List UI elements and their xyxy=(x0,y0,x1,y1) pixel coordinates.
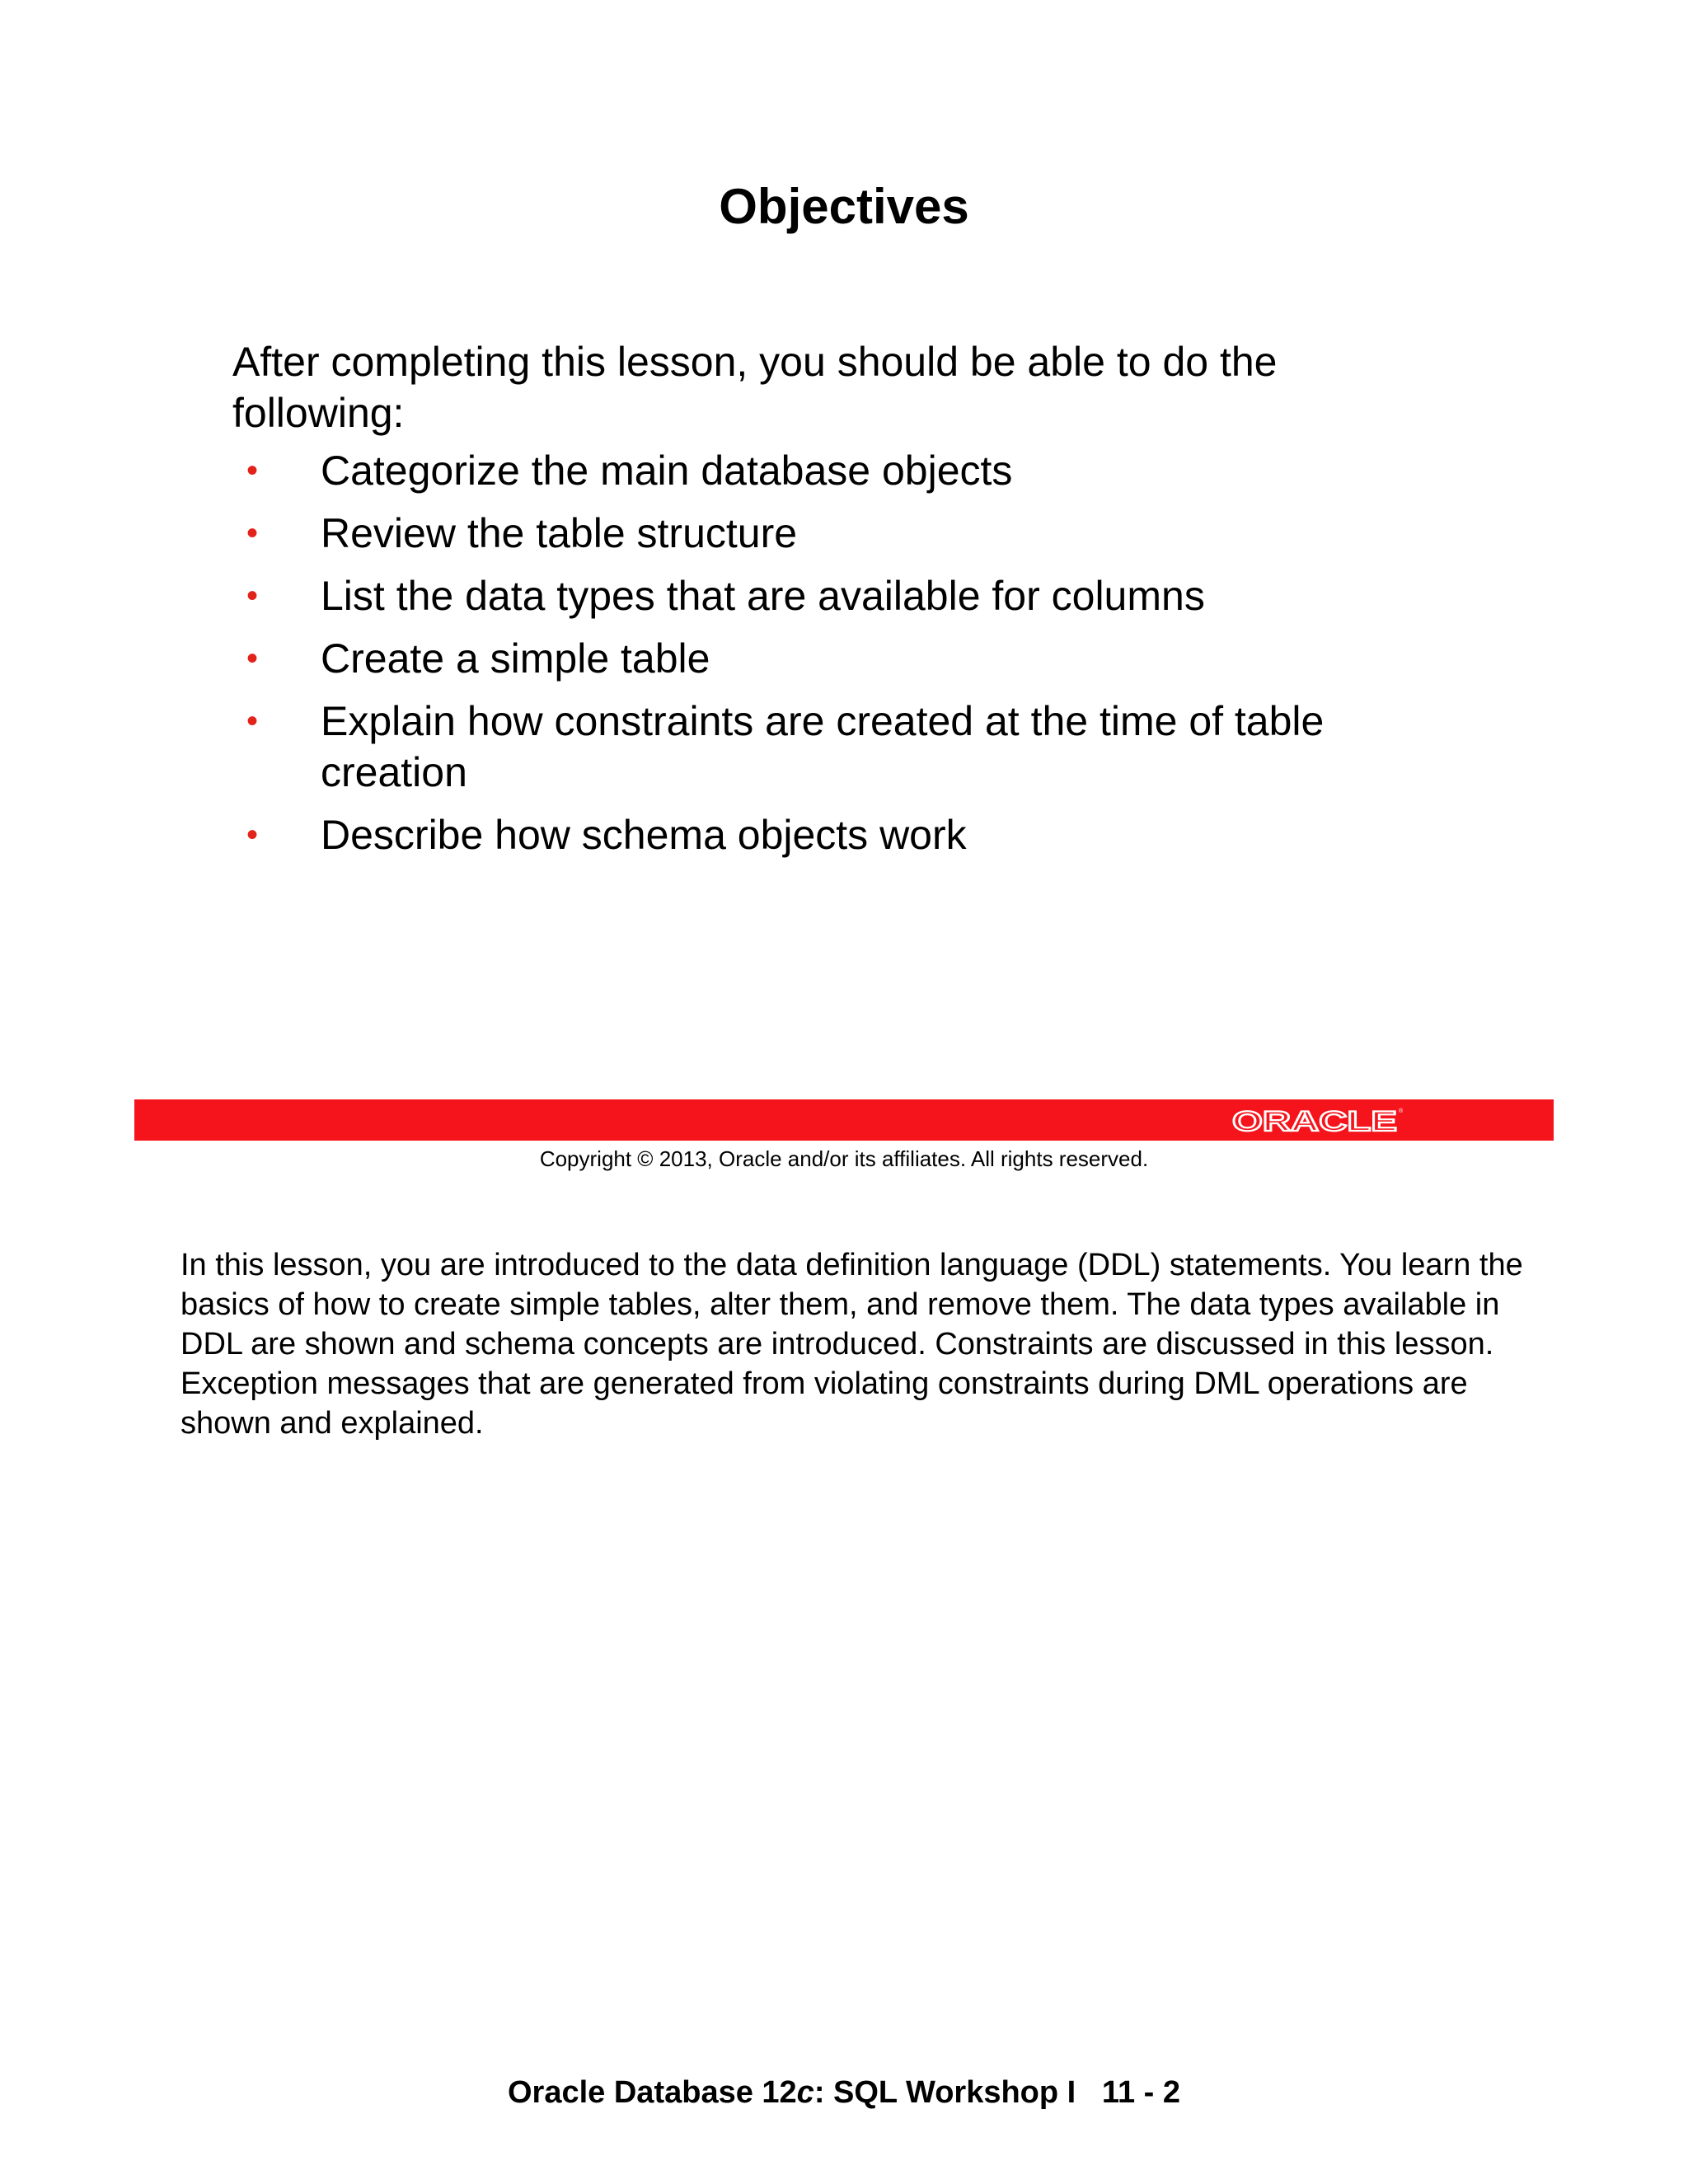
list-item xyxy=(232,445,1469,496)
bullet-icon: • xyxy=(246,578,259,614)
list-item-text: Create a simple table xyxy=(321,635,710,682)
oracle-logo xyxy=(1232,1106,1407,1134)
list-item-text: Explain how constraints are created at the time of table creation xyxy=(321,698,1325,795)
list-item xyxy=(232,508,1469,559)
bullet-icon: • xyxy=(246,640,259,677)
bullet-icon: • xyxy=(246,452,259,489)
page-footer xyxy=(0,2073,1688,2112)
list-item xyxy=(232,570,1469,621)
footer-page-number: 11 - 2 xyxy=(1101,2075,1180,2110)
list-item-text: Categorize the main database objects xyxy=(321,448,1013,494)
bullet-icon: • xyxy=(246,817,259,853)
list-item-text: List the data types that are available for columns xyxy=(321,573,1205,619)
intro-text: After completing this lesson, you should be able to do the following: xyxy=(232,339,1278,436)
svg-text:®: ® xyxy=(1399,1108,1404,1114)
list-item xyxy=(232,633,1469,684)
footer-course-title: Oracle Database 12c: SQL Workshop I xyxy=(508,2075,1076,2110)
bullet-icon: • xyxy=(246,515,259,551)
objectives-list xyxy=(232,445,1469,872)
list-item xyxy=(232,696,1469,798)
copyright-notice: Copyright © 2013, Oracle and/or its affiliates. All rights reserved. xyxy=(539,1146,1149,1171)
list-item-text: Describe how schema objects work xyxy=(321,812,967,858)
lesson-notes: In this lesson, you are introduced to the data definition language (DDL) statements. You learn the basics of how to create simple tables, alter them, and remove them. The data types available in DDL are shown and schema concepts are introduced. Constraints are discussed in this lesson. Exception messages that are generated from violating constraints during DML operations are shown and explained. xyxy=(181,1248,1523,1441)
list-item-text: Review the table structure xyxy=(321,510,798,556)
bullet-icon: • xyxy=(246,703,259,739)
slide-title: Objectives xyxy=(719,179,969,234)
list-item xyxy=(232,809,1469,860)
svg-text:ORACLE: ORACLE xyxy=(1232,1106,1397,1134)
